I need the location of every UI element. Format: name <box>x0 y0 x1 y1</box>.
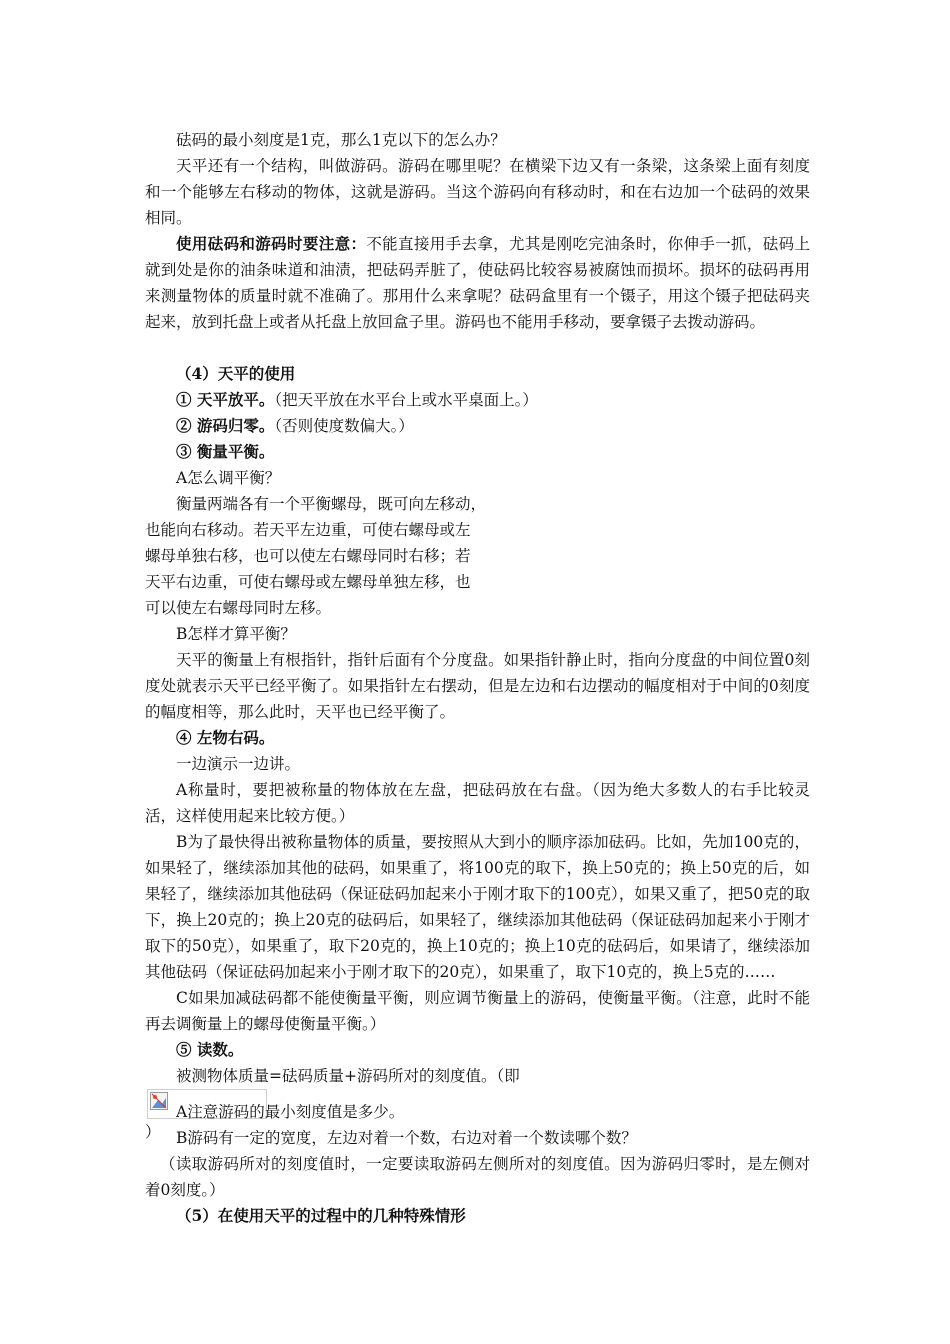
reading-note: （读取游码所对的刻度值时，一定要读取游码左侧所对的刻度值。因为游码归零时，是左侧对着0刻度。） <box>145 1155 810 1199</box>
paragraph-min-scale: 砝码的最小刻度是1克，那么1克以下的怎么办？ <box>176 131 506 149</box>
section-heading-5: （5）在使用天平的过程中的几种特殊情形 <box>176 1206 466 1225</box>
answer-a-line: 天平右边重，可使右螺母或左螺母单独左移，也 <box>145 573 471 591</box>
demo-note: 一边演示一边讲。 <box>176 755 301 773</box>
step-2 <box>145 413 810 439</box>
answer-a-line: 螺母单独右移，也可以使左右螺母同时右移；若 <box>145 547 471 565</box>
answer-a-line: 也能向右移动。若天平左边重，可使右螺母或左 <box>145 521 471 539</box>
step-1-note: （把天平放在水平台上或水平桌面上。） <box>274 391 538 409</box>
step-3-title: ③ 衡量平衡。 <box>176 442 275 461</box>
step-1-title: ① 天平放平。 <box>176 390 275 409</box>
notice-heading: 使用砝码和游码时要注意： <box>176 234 367 253</box>
answer-a <box>145 491 500 621</box>
notice-text: 不能直接用手去拿，尤其是刚吃完油条时，你伸手一抓，砝码上就到处是你的油条味道和油渍，把砝码弄脏了，使砝码比较容易被腐蚀而损坏。损坏的砝码再用来测量物体的质量时就不准确了。那用什么来拿呢？砝码盒里有一个镊子，用这个镊子把砝码夹起来，放到托盘上或者从托盘上放回盒子里。游码也不能用手移动，要拿镊子去拨动游码。 <box>145 235 810 331</box>
paragraph-notice <box>145 231 810 335</box>
formula-close: ） <box>145 1123 161 1141</box>
step-4-title: ④ 左物右码。 <box>176 728 275 747</box>
paragraph-rider: 天平还有一个结构，叫做游码。游码在哪里呢？在横梁下边又有一条梁，这条梁上面有刻度和一个能够左右移动的物体，这就是游码。当这个游码向有移动时，和在右边加一个砝码的效果相同。 <box>145 157 810 227</box>
answer-a-line: 可以使左右螺母同时左移。 <box>145 599 332 617</box>
step-4-a: A称量时，要把被称量的物体放在左盘，把砝码放在右盘。（因为绝大多数人的右手比较灵活，这样使用起来比较方便。） <box>145 781 810 825</box>
answer-a-line: 衡量两端各有一个平衡螺母，既可向左移动， <box>176 495 487 513</box>
formula-text: 被测物体质量=砝码质量+游码所对的刻度值。（即 <box>176 1067 520 1085</box>
step-2-note: （否则使度数偏大。） <box>274 417 414 435</box>
question-a: A怎么调平衡？ <box>176 469 281 487</box>
step-4-c: C如果加减砝码都不能使衡量平衡，则应调节衡量上的游码，使衡量平衡。（注意，此时不能再去调衡量上的螺母使衡量平衡。） <box>145 989 810 1033</box>
step-1 <box>145 387 810 413</box>
question-b: B怎样才算平衡？ <box>176 625 296 643</box>
step-5-title: ⑤ 读数。 <box>176 1040 244 1059</box>
answer-b: 天平的衡量上有根指针，指针后面有个分度盘。如果指针静止时，指向分度盘的中间位置0刻度处就表示天平已经平衡了。如果指针左右摆动，但是左边和右边摆动的幅度相对于中间的0刻度的幅度相等，那么此时，天平也已经平衡了。 <box>145 651 810 721</box>
section-heading-4: （4）天平的使用 <box>176 364 296 383</box>
reading-a: A注意游码的最小刻度值是多少。 <box>176 1103 405 1121</box>
step-4-b: B为了最快得出被称量物体的质量，要按照从大到小的顺序添加砝码。比如，先加100克的，如果轻了，继续添加其他的砝码，如果重了，将100克的取下，换上50克的；换上50克的后，如果轻了，继续添加其他砝码（保证砝码加起来小于刚才取下的100克），如果又重了，把50克的取下，换上20克的；换上20克的砝码后，如果轻了，继续添加其他砝码（保证砝码加起来小于刚才取下的50克），如果重了，取下20克的，换上10克的；换上10克的砝码后，如果请了，继续添加其他砝码（保证砝码加起来小于刚才取下的20克），如果重了，取下10克的，换上5克的…… <box>145 833 810 981</box>
reading-b: B游码有一定的宽度，左边对着一个数，右边对着一个数读哪个数？ <box>176 1129 637 1147</box>
step-2-title: ② 游码归零。 <box>176 416 275 435</box>
